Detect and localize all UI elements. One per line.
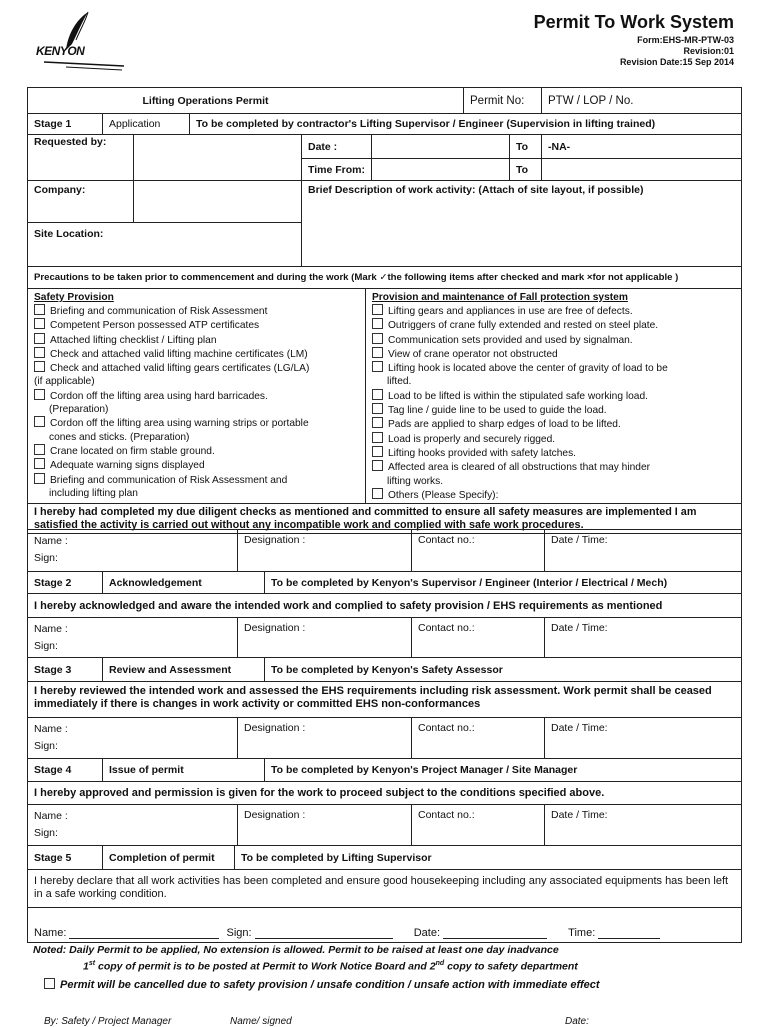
- to-date-field[interactable]: -NA-: [542, 135, 742, 159]
- safety-item[interactable]: [34, 333, 359, 347]
- fall-item-label: Lifting gears and appliances in use are free of defects.: [388, 306, 633, 317]
- safety-item[interactable]: [34, 304, 359, 318]
- safety-item-cont: (if applicable): [34, 376, 95, 388]
- name-label: Name :: [34, 535, 68, 547]
- datetime-field-1[interactable]: Date / Time:: [545, 530, 742, 572]
- stage1-desc: To be completed by contractor's Lifting Supervisor / Engineer (Supervision in lifting trained): [190, 114, 742, 135]
- safety-item[interactable]: [34, 416, 359, 430]
- form-meta: [620, 35, 734, 68]
- stage5-sign-line[interactable]: [255, 926, 393, 939]
- safety-item[interactable]: [34, 361, 359, 375]
- stage5-name-label: Name:: [34, 927, 67, 939]
- to-label-2: To: [510, 159, 542, 181]
- designation-field-2[interactable]: Designation :: [238, 618, 412, 658]
- stage5-time-label: Time:: [568, 927, 596, 939]
- stage5-label: Stage 5: [28, 846, 103, 870]
- precautions-table: [27, 266, 742, 534]
- requested-by-label: Requested by:: [28, 135, 134, 181]
- safety-item-cont: including lifting plan: [49, 487, 138, 499]
- safety-item[interactable]: [34, 347, 359, 361]
- stage2-name: Acknowledgement: [103, 572, 265, 594]
- safety-item[interactable]: [34, 318, 359, 332]
- precautions-note: [28, 267, 742, 289]
- stage4-table: [27, 758, 742, 805]
- fall-item[interactable]: [372, 446, 735, 460]
- contact-field-4[interactable]: Contact no.:: [412, 805, 545, 846]
- safety-item[interactable]: [34, 458, 359, 472]
- fall-item-label: Others (Please Specify):: [388, 489, 499, 501]
- designation-field-1[interactable]: Designation :: [238, 530, 412, 572]
- sig-name-sign-4[interactable]: [28, 805, 238, 846]
- permit-no-field[interactable]: PTW / LOP / No.: [542, 88, 742, 114]
- safety-item-label: Check and attached valid lifting machine certificates (LM): [50, 348, 308, 360]
- site-location-field[interactable]: Site Location:: [28, 223, 302, 267]
- contact-field-1[interactable]: Contact no.:: [412, 530, 545, 572]
- precautions-text-c: for not applicable ): [592, 272, 679, 283]
- stage4-name: Issue of permit: [103, 759, 265, 782]
- date-label: Date :: [302, 135, 372, 159]
- safety-provision-heading: Safety Provision: [34, 292, 114, 303]
- stage5-date-line[interactable]: [443, 926, 547, 939]
- checkbox-icon[interactable]: [34, 473, 45, 484]
- fall-item-cont: lifting works.: [387, 475, 444, 487]
- fall-item[interactable]: [372, 432, 735, 446]
- fall-item[interactable]: [372, 389, 735, 403]
- revision-date: Revision Date:15 Sep 2014: [619, 57, 734, 67]
- form-number: Form:EHS-MR-PTW-03: [637, 35, 734, 45]
- company-label: Company:: [28, 181, 134, 223]
- requested-by-field[interactable]: [134, 135, 302, 181]
- stage3-desc: To be completed by Kenyon's Safety Assessor: [265, 658, 742, 682]
- noted-line-1: Noted: Daily Permit to be applied, No extension is allowed. Permit to be raised at least one day inadvance: [33, 944, 559, 956]
- cancel-option[interactable]: [44, 978, 600, 991]
- feather-logo-icon: [36, 10, 128, 72]
- stage2-declaration: I hereby acknowledged and aware the intended work and complied to safety provision / EHS requirements as mentioned: [28, 594, 742, 618]
- fall-item-label: Affected area is cleared of all obstructions that may hinder: [388, 462, 650, 474]
- checkbox-icon[interactable]: [34, 318, 45, 329]
- sig-name-sign-1[interactable]: [28, 530, 238, 572]
- checkbox-icon[interactable]: [372, 333, 383, 344]
- name-label: Name :: [34, 810, 68, 822]
- stage3-declaration: I hereby reviewed the intended work and assessed the EHS requirements including risk assessment. Work permit shall be ceased immediately if there is changes in work activity or committed EHS non-conformances: [28, 682, 742, 718]
- check-mark-icon: ✓: [379, 272, 388, 283]
- checkbox-icon[interactable]: [34, 416, 45, 427]
- checkbox-icon[interactable]: [372, 417, 383, 428]
- to-label-1: To: [510, 135, 542, 159]
- stage5-name-line[interactable]: [69, 926, 219, 939]
- stage2-desc: To be completed by Kenyon's Supervisor / Engineer (Interior / Electrical / Mech): [265, 572, 742, 594]
- stage4-desc: To be completed by Kenyon's Project Manager / Site Manager: [265, 759, 742, 782]
- stage5-sign-row: [28, 908, 742, 943]
- time-from-field[interactable]: [372, 159, 510, 181]
- company-logo: [36, 10, 128, 72]
- cross-mark-icon: ×: [586, 272, 593, 283]
- sign-label: Sign:: [34, 740, 58, 752]
- sign-label: Sign:: [34, 640, 58, 652]
- checkbox-icon[interactable]: [34, 347, 45, 358]
- fall-item-label: Outriggers of crane fully extended and rested on steel plate.: [388, 320, 659, 332]
- fall-item-label: Pads are applied to sharp edges of load to be lifted.: [388, 419, 621, 431]
- stage4-declaration: I hereby approved and permission is given for the work to proceed subject to the conditions specified above.: [28, 782, 742, 805]
- fall-item-label: Communication sets provided and used by signalman.: [388, 334, 633, 346]
- fall-item[interactable]: [372, 304, 735, 318]
- sig-table-4: [27, 804, 742, 846]
- checkbox-icon[interactable]: [372, 446, 383, 457]
- datetime-field-4[interactable]: Date / Time:: [545, 805, 742, 846]
- safety-item-label: Check and attached valid lifting gears certificates (LG/LA): [50, 363, 310, 375]
- datetime-field-2[interactable]: Date / Time:: [545, 618, 742, 658]
- by-safety-manager: By: Safety / Project Manager: [44, 1016, 172, 1027]
- stage2-label: Stage 2: [28, 572, 103, 594]
- checkbox-icon[interactable]: [372, 361, 383, 372]
- stage2-table: [27, 571, 742, 618]
- stage1-table: [27, 113, 742, 135]
- sig-table-1: [27, 529, 742, 572]
- sign-label: Sign:: [34, 827, 58, 839]
- safety-item-label: Attached lifting checklist / Lifting plan: [50, 334, 217, 346]
- checkbox-icon[interactable]: [372, 389, 383, 400]
- safety-item[interactable]: [34, 473, 359, 487]
- fall-protection-heading: Provision and maintenance of Fall protection system: [372, 292, 628, 303]
- safety-item-label: Briefing and communication of Risk Assessment: [50, 306, 268, 317]
- system-title: Permit To Work System: [533, 12, 734, 32]
- time-from-label: Time From:: [302, 159, 372, 181]
- bottom-date-label: Date:: [565, 1016, 589, 1027]
- checkbox-icon[interactable]: [34, 444, 45, 455]
- stage3-label: Stage 3: [28, 658, 103, 682]
- safety-item-label: Cordon off the lifting area using warning strips or portable: [50, 418, 309, 430]
- fall-item[interactable]: [372, 318, 735, 332]
- checkbox-icon[interactable]: [372, 403, 383, 414]
- company-field[interactable]: [134, 181, 302, 223]
- stage3-table: [27, 657, 742, 718]
- permit-title: Lifting Operations Permit: [28, 88, 464, 114]
- checkbox-icon[interactable]: [34, 389, 45, 400]
- permit-no-label: Permit No:: [464, 88, 542, 114]
- fall-protection-list: [366, 289, 742, 504]
- safety-provision-list: [28, 289, 366, 504]
- name-signed-label: Name/ signed: [230, 1016, 292, 1027]
- checkbox-icon[interactable]: [34, 361, 45, 372]
- fall-item[interactable]: [372, 403, 735, 417]
- fall-item-cont: lifted.: [387, 376, 412, 388]
- stage5-name: Completion of permit: [103, 846, 235, 870]
- checkbox-icon[interactable]: [372, 488, 383, 499]
- contact-field-2[interactable]: Contact no.:: [412, 618, 545, 658]
- sign-label: Sign:: [34, 552, 58, 564]
- stage1-name: Application: [103, 114, 190, 135]
- fall-item-label: View of crane operator not obstructed: [388, 348, 558, 360]
- name-label: Name :: [34, 623, 68, 635]
- checkbox-icon[interactable]: [372, 460, 383, 471]
- precautions-text-b: the following items after checked and mark: [387, 272, 587, 283]
- noted-sup-1: st: [88, 960, 96, 967]
- precautions-text-a: Precautions to be taken prior to commencement and during the work (Mark: [34, 272, 380, 283]
- stage3-name: Review and Assessment: [103, 658, 265, 682]
- fall-item[interactable]: [372, 361, 735, 375]
- checkbox-icon[interactable]: [34, 458, 45, 469]
- noted-sup-2: nd: [435, 960, 445, 967]
- company-table: [27, 180, 742, 267]
- fall-item[interactable]: [372, 347, 735, 361]
- to-time-field[interactable]: [542, 159, 742, 181]
- fall-item-label: Lifting hook is located above the center of gravity of load to be: [388, 363, 668, 375]
- checkbox-icon[interactable]: [34, 333, 45, 344]
- sig-name-sign-3[interactable]: [28, 718, 238, 759]
- sig-name-sign-2[interactable]: [28, 618, 238, 658]
- stage1-label: Stage 1: [28, 114, 103, 135]
- safety-item[interactable]: [34, 389, 359, 403]
- sig-table-3: [27, 717, 742, 759]
- safety-item-cont: cones and sticks. (Preparation): [49, 431, 190, 443]
- noted-line-2-b: copy of permit is to be posted at Permit to Work Notice Board and 2: [95, 960, 436, 973]
- safety-item-label: Cordon off the lifting area using hard barricades.: [50, 390, 268, 402]
- noted-line-2: [27, 957, 727, 974]
- stage5-declaration: I hereby declare that all work activities has been completed and ensure good housekeeping including any associated equipments has been left in a safe working condition.: [28, 870, 742, 908]
- stage5-table: [27, 845, 742, 943]
- fall-item-label: Lifting hooks provided with safety latches.: [388, 447, 577, 459]
- checkbox-icon[interactable]: [372, 318, 383, 329]
- fall-item[interactable]: [372, 460, 735, 474]
- fall-item[interactable]: [372, 488, 735, 502]
- noted-box: [27, 944, 727, 974]
- safety-item-label: Competent Person possessed ATP certificates: [50, 320, 260, 332]
- brief-description-field[interactable]: Brief Description of work activity: (Attach of site layout, if possible): [302, 181, 742, 267]
- checkbox-icon[interactable]: [34, 304, 45, 315]
- stage4-label: Stage 4: [28, 759, 103, 782]
- cancel-label: Permit will be cancelled due to safety provision / unsafe condition / unsafe action with immediate effect: [60, 979, 600, 991]
- noted-line-2-a: 1: [83, 960, 89, 973]
- fall-item[interactable]: [372, 333, 735, 347]
- safety-item-label: Adequate warning signs displayed: [50, 460, 205, 472]
- checkbox-icon[interactable]: [44, 978, 55, 989]
- revision: Revision:01: [683, 46, 734, 56]
- declaration-stage1: I hereby had completed my due diligent checks as mentioned and committed to ensure all safety measures are implemented I am satisfied the activity is carried out without any incompatible work and complied with safe work procedures.: [28, 504, 742, 534]
- datetime-field-3[interactable]: Date / Time:: [545, 718, 742, 759]
- name-label: Name :: [34, 723, 68, 735]
- sig-table-2: [27, 617, 742, 658]
- designation-field-4[interactable]: Designation :: [238, 805, 412, 846]
- safety-item[interactable]: [34, 444, 359, 458]
- designation-field-3[interactable]: Designation :: [238, 718, 412, 759]
- safety-item-label: Briefing and communication of Risk Assessment and: [50, 474, 288, 486]
- fall-item-label: Load is properly and securely rigged.: [388, 433, 556, 445]
- request-table: [27, 134, 742, 181]
- permit-title-table: [27, 87, 742, 114]
- date-field[interactable]: [372, 135, 510, 159]
- noted-line-2-c: copy to safety department: [444, 960, 578, 973]
- stage5-sign-label: Sign:: [226, 927, 252, 939]
- fall-item-label: Tag line / guide line to be used to guide the load.: [388, 405, 607, 417]
- fall-item[interactable]: [372, 417, 735, 431]
- stage5-time-line[interactable]: [598, 926, 660, 939]
- stage5-date-label: Date:: [413, 927, 441, 939]
- contact-field-3[interactable]: Contact no.:: [412, 718, 545, 759]
- company-name: KENYON: [36, 44, 85, 58]
- stage5-desc: To be completed by Lifting Supervisor: [235, 846, 742, 870]
- checkbox-icon[interactable]: [372, 432, 383, 443]
- safety-item-cont: (Preparation): [49, 404, 109, 416]
- checkbox-icon[interactable]: [372, 304, 383, 315]
- fall-item-label: Load to be lifted is within the stipulated safe working load.: [388, 390, 648, 402]
- safety-item-label: Crane located on firm stable ground.: [50, 445, 215, 457]
- checkbox-icon[interactable]: [372, 347, 383, 358]
